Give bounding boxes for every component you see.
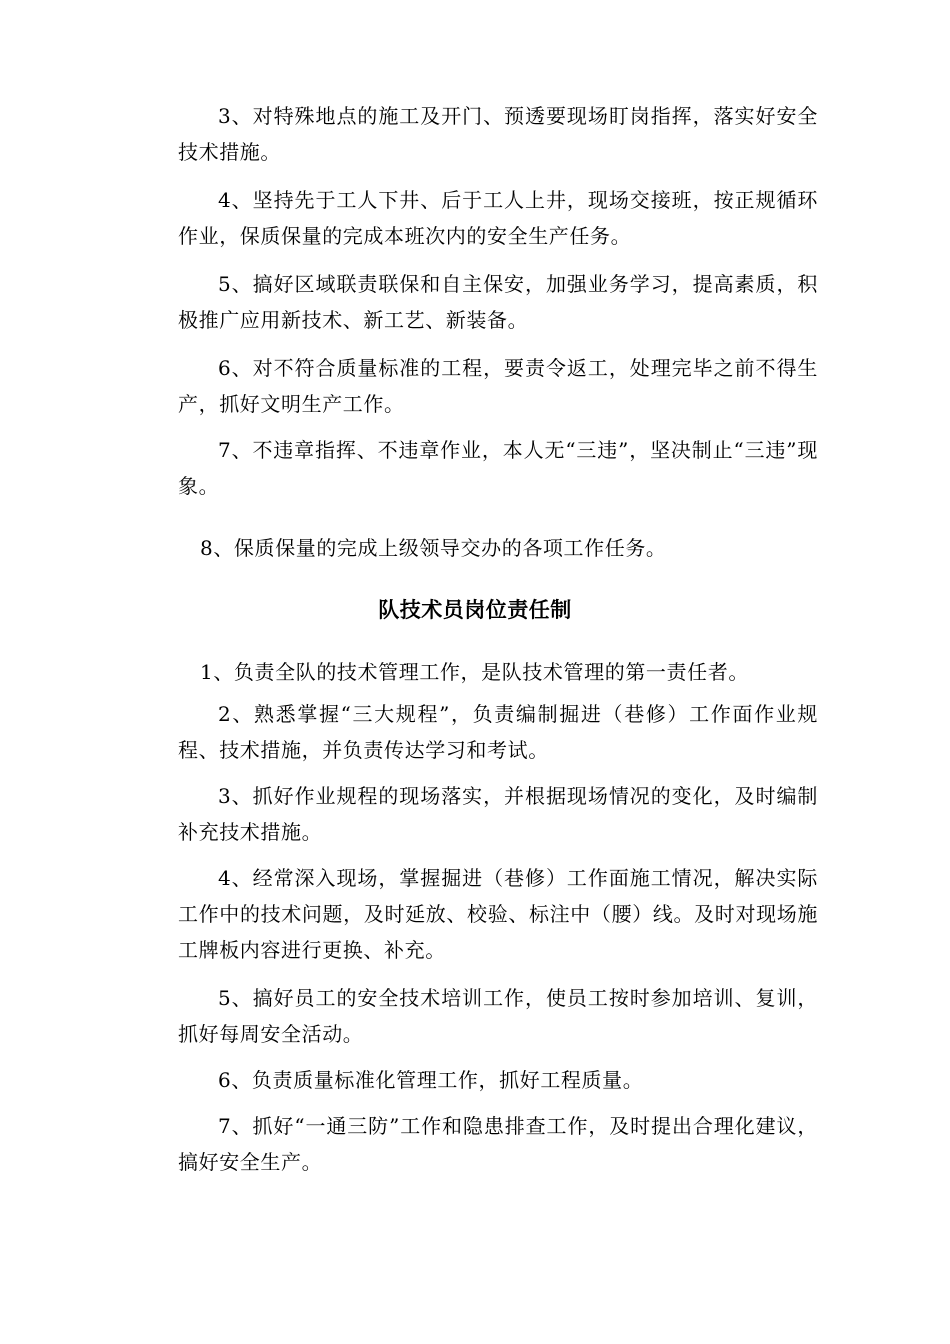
paragraph-tech-item-6: 6、负责质量标准化管理工作，抓好工程质量。 (218, 1068, 644, 1092)
paragraph-tech-item-3: 3、抓好作业规程的现场落实，并根据现场情况的变化，及时编制补充技术措施。 (178, 784, 818, 844)
paragraph-tech-item-1: 1、负责全队的技术管理工作，是队技术管理的第一责任者。 (200, 660, 749, 684)
paragraph-item-4: 4、坚持先于工人下井、后于工人上井，现场交接班，按正规循环作业，保质保量的完成本班次内的安全生产任务。 (178, 188, 818, 248)
paragraph-tech-item-5: 5、搞好员工的安全技术培训工作，使员工按时参加培训、复训，抓好每周安全活动。 (178, 986, 818, 1046)
paragraph-tech-item-4: 4、经常深入现场，掌握掘进（巷修）工作面施工情况，解决实际工作中的技术问题，及时延放、校验、标注中（腰）线。及时对现场施工牌板内容进行更换、补充。 (178, 866, 818, 962)
paragraph-item-3: 3、对特殊地点的施工及开门、预透要现场盯岗指挥，落实好安全技术措施。 (178, 104, 818, 164)
paragraph-tech-item-7: 7、抓好“一通三防”工作和隐患排查工作，及时提出合理化建议，搞好安全生产。 (178, 1114, 818, 1174)
section-title: 队技术员岗位责任制 (378, 598, 572, 622)
paragraph-tech-item-2: 2、熟悉掌握“三大规程”，负责编制掘进（巷修）工作面作业规程、技术措施，并负责传达学习和考试。 (178, 702, 818, 762)
paragraph-item-7: 7、不违章指挥、不违章作业，本人无“三违”，坚决制止“三违”现象。 (178, 438, 818, 498)
paragraph-item-5: 5、搞好区域联责联保和自主保安，加强业务学习，提高素质，积极推广应用新技术、新工艺、新装备。 (178, 272, 818, 332)
paragraph-item-6: 6、对不符合质量标准的工程，要责令返工，处理完毕之前不得生产，抓好文明生产工作。 (178, 356, 818, 416)
paragraph-item-8: 8、保质保量的完成上级领导交办的各项工作任务。 (200, 536, 667, 560)
